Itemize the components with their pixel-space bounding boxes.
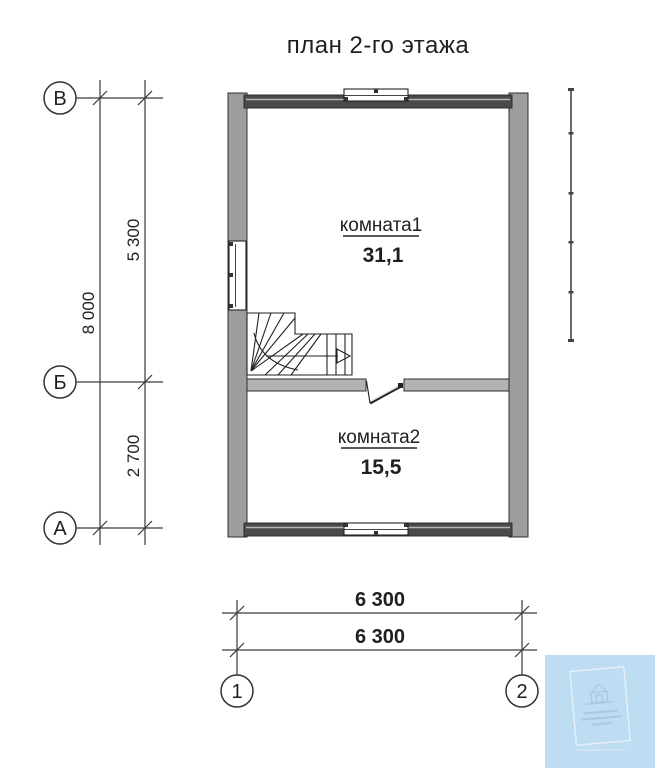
left-dimension-block: [44, 80, 163, 545]
stair-arrow-head: [337, 349, 350, 363]
axis-row-label-v: В: [53, 88, 67, 110]
window-top: [344, 89, 408, 101]
dim-value-6300-inner: 6 300: [354, 626, 406, 648]
staircase: [247, 313, 352, 375]
dim-value-8000: 8 000: [79, 291, 98, 335]
window-left: [229, 241, 246, 310]
right-edge-ruler: [568, 88, 574, 342]
room1-area: 31,1: [362, 244, 404, 267]
dimension-ticks-left: [93, 91, 152, 535]
bottom-dimension-block: [221, 589, 538, 707]
dim-value-5300: 5 300: [124, 218, 143, 262]
room1-label-group: [340, 215, 422, 267]
window-bottom: [344, 523, 408, 535]
axis-col-label-1: 1: [231, 681, 243, 703]
axis-col-markers: [221, 675, 538, 707]
axis-col-label-2: 2: [516, 681, 528, 703]
door-hinge-cap: [398, 383, 403, 388]
door-interior: [367, 381, 404, 403]
dim-value-6300-outer: 6 300: [354, 589, 406, 611]
stair-run-treads: [327, 334, 345, 375]
dim-value-2700: 2 700: [124, 434, 143, 478]
wall-interior-left-segment: [247, 379, 366, 391]
room2-area: 15,5: [360, 456, 402, 479]
watermark: [545, 655, 655, 768]
drawing-title: план 2-го этажа: [286, 32, 470, 59]
wall-right: [509, 93, 528, 537]
axis-row-label-a: А: [53, 518, 67, 540]
wall-left: [228, 93, 247, 537]
wall-interior-right-segment: [404, 379, 509, 391]
room2-label-group: [338, 427, 420, 479]
room2-name: комната2: [337, 427, 421, 448]
axis-row-label-b: Б: [53, 372, 67, 394]
room1-name: комната1: [339, 215, 423, 236]
axis-row-markers: [44, 82, 76, 544]
